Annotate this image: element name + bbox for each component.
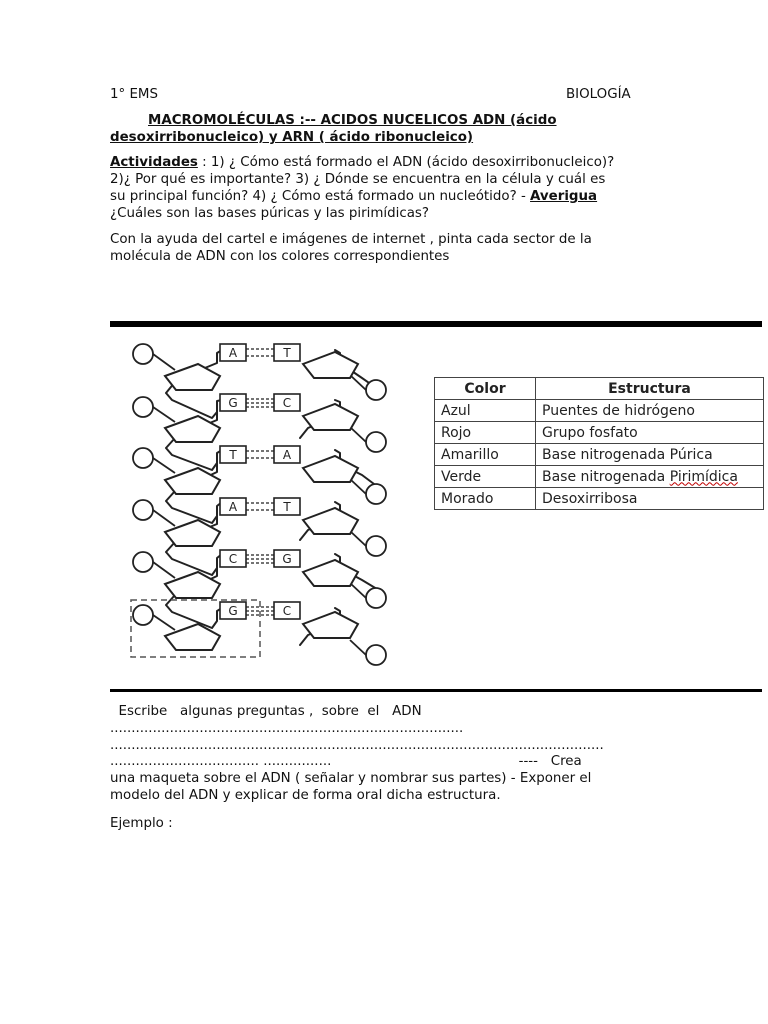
base-right-3: A [282,448,292,462]
subject-label: BIOLOGÍA [566,87,631,102]
activities-label: Actividades [110,155,198,170]
top-divider [110,321,762,327]
base-right-2: C [282,396,292,410]
bottom-divider [110,689,762,692]
legend-color: Verde [435,466,536,488]
activities-line-1 [110,154,614,171]
legend-structure: Grupo fosfato [536,422,764,444]
legend-color: Amarillo [435,444,536,466]
base-right-4: T [283,500,291,514]
legend-color: Morado [435,488,536,510]
title-line-2: desoxirribonucleico) y ARN ( ácido ribonucleico) [110,130,474,145]
base-right-5: G [282,552,292,566]
base-left-6: G [228,604,238,618]
base-left-5: C [228,552,238,566]
base-left-1: A [228,346,238,360]
base-right-1: T [283,346,291,360]
spellcheck-word: Pirimídica [669,468,738,485]
legend-row [435,488,764,510]
course-label: 1° EMS [110,87,158,102]
tasks-line-6: modelo del ADN y explicar de forma oral dicha estructura. [110,788,501,803]
legend-structure: Puentes de hidrógeno [536,400,764,422]
dna-diagram [120,330,400,675]
legend-header-structure: Estructura [536,378,764,400]
averigua-label: Averigua [530,189,598,204]
activities-line-3 [110,188,597,205]
legend-header-color: Color [435,378,536,400]
example-label: Ejemplo : [110,816,173,831]
instruction-line-1: Con la ayuda del cartel e imágenes de internet , pinta cada sector de la [110,232,592,247]
legend-structure: Desoxirribosa [536,488,764,510]
base-left-3: T [229,448,237,462]
title-line-1: MACROMOLÉCULAS :-- ACIDOS NUCELICOS ADN (ácido [148,113,557,128]
base-right-6: C [282,604,292,618]
legend-color: Rojo [435,422,536,444]
activities-line-2: 2)¿ Por qué es importante? 3) ¿ Dónde se encuentra en la célula y cuál es [110,172,606,187]
legend-structure: Base nitrogenada Púrica [536,444,764,466]
tasks-line-4: ................................... ................ ---- Crea [110,754,582,769]
activities-line-1-text: : 1) ¿ Cómo está formado el ADN (ácido desoxirribonucleico)? [197,155,615,170]
base-left-4: A [228,500,238,514]
color-legend-table [434,377,764,510]
tasks-line-1: Escribe algunas preguntas , sobre el ADN [110,704,422,719]
tasks-line-5: una maqueta sobre el ADN ( señalar y nombrar sus partes) - Exponer el [110,771,592,786]
tasks-line-2: ................................................................................... [110,721,464,736]
base-left-2: G [228,396,238,410]
legend-row [435,422,764,444]
legend-row [435,444,764,466]
tasks-line-3: .................................................................................................................... [110,738,604,753]
activities-line-3-text: su principal función? 4) ¿ Cómo está formado un nucleótido? - [110,189,531,204]
legend-structure: Base nitrogenada Pirimídica [536,466,764,488]
legend-color: Azul [435,400,536,422]
activities-line-4: ¿Cuáles son las bases púricas y las pirimídicas? [110,206,430,221]
legend-row [435,400,764,422]
instruction-line-2: molécula de ADN con los colores correspondientes [110,249,450,264]
legend-row [435,466,764,488]
legend-header-row [435,378,764,400]
